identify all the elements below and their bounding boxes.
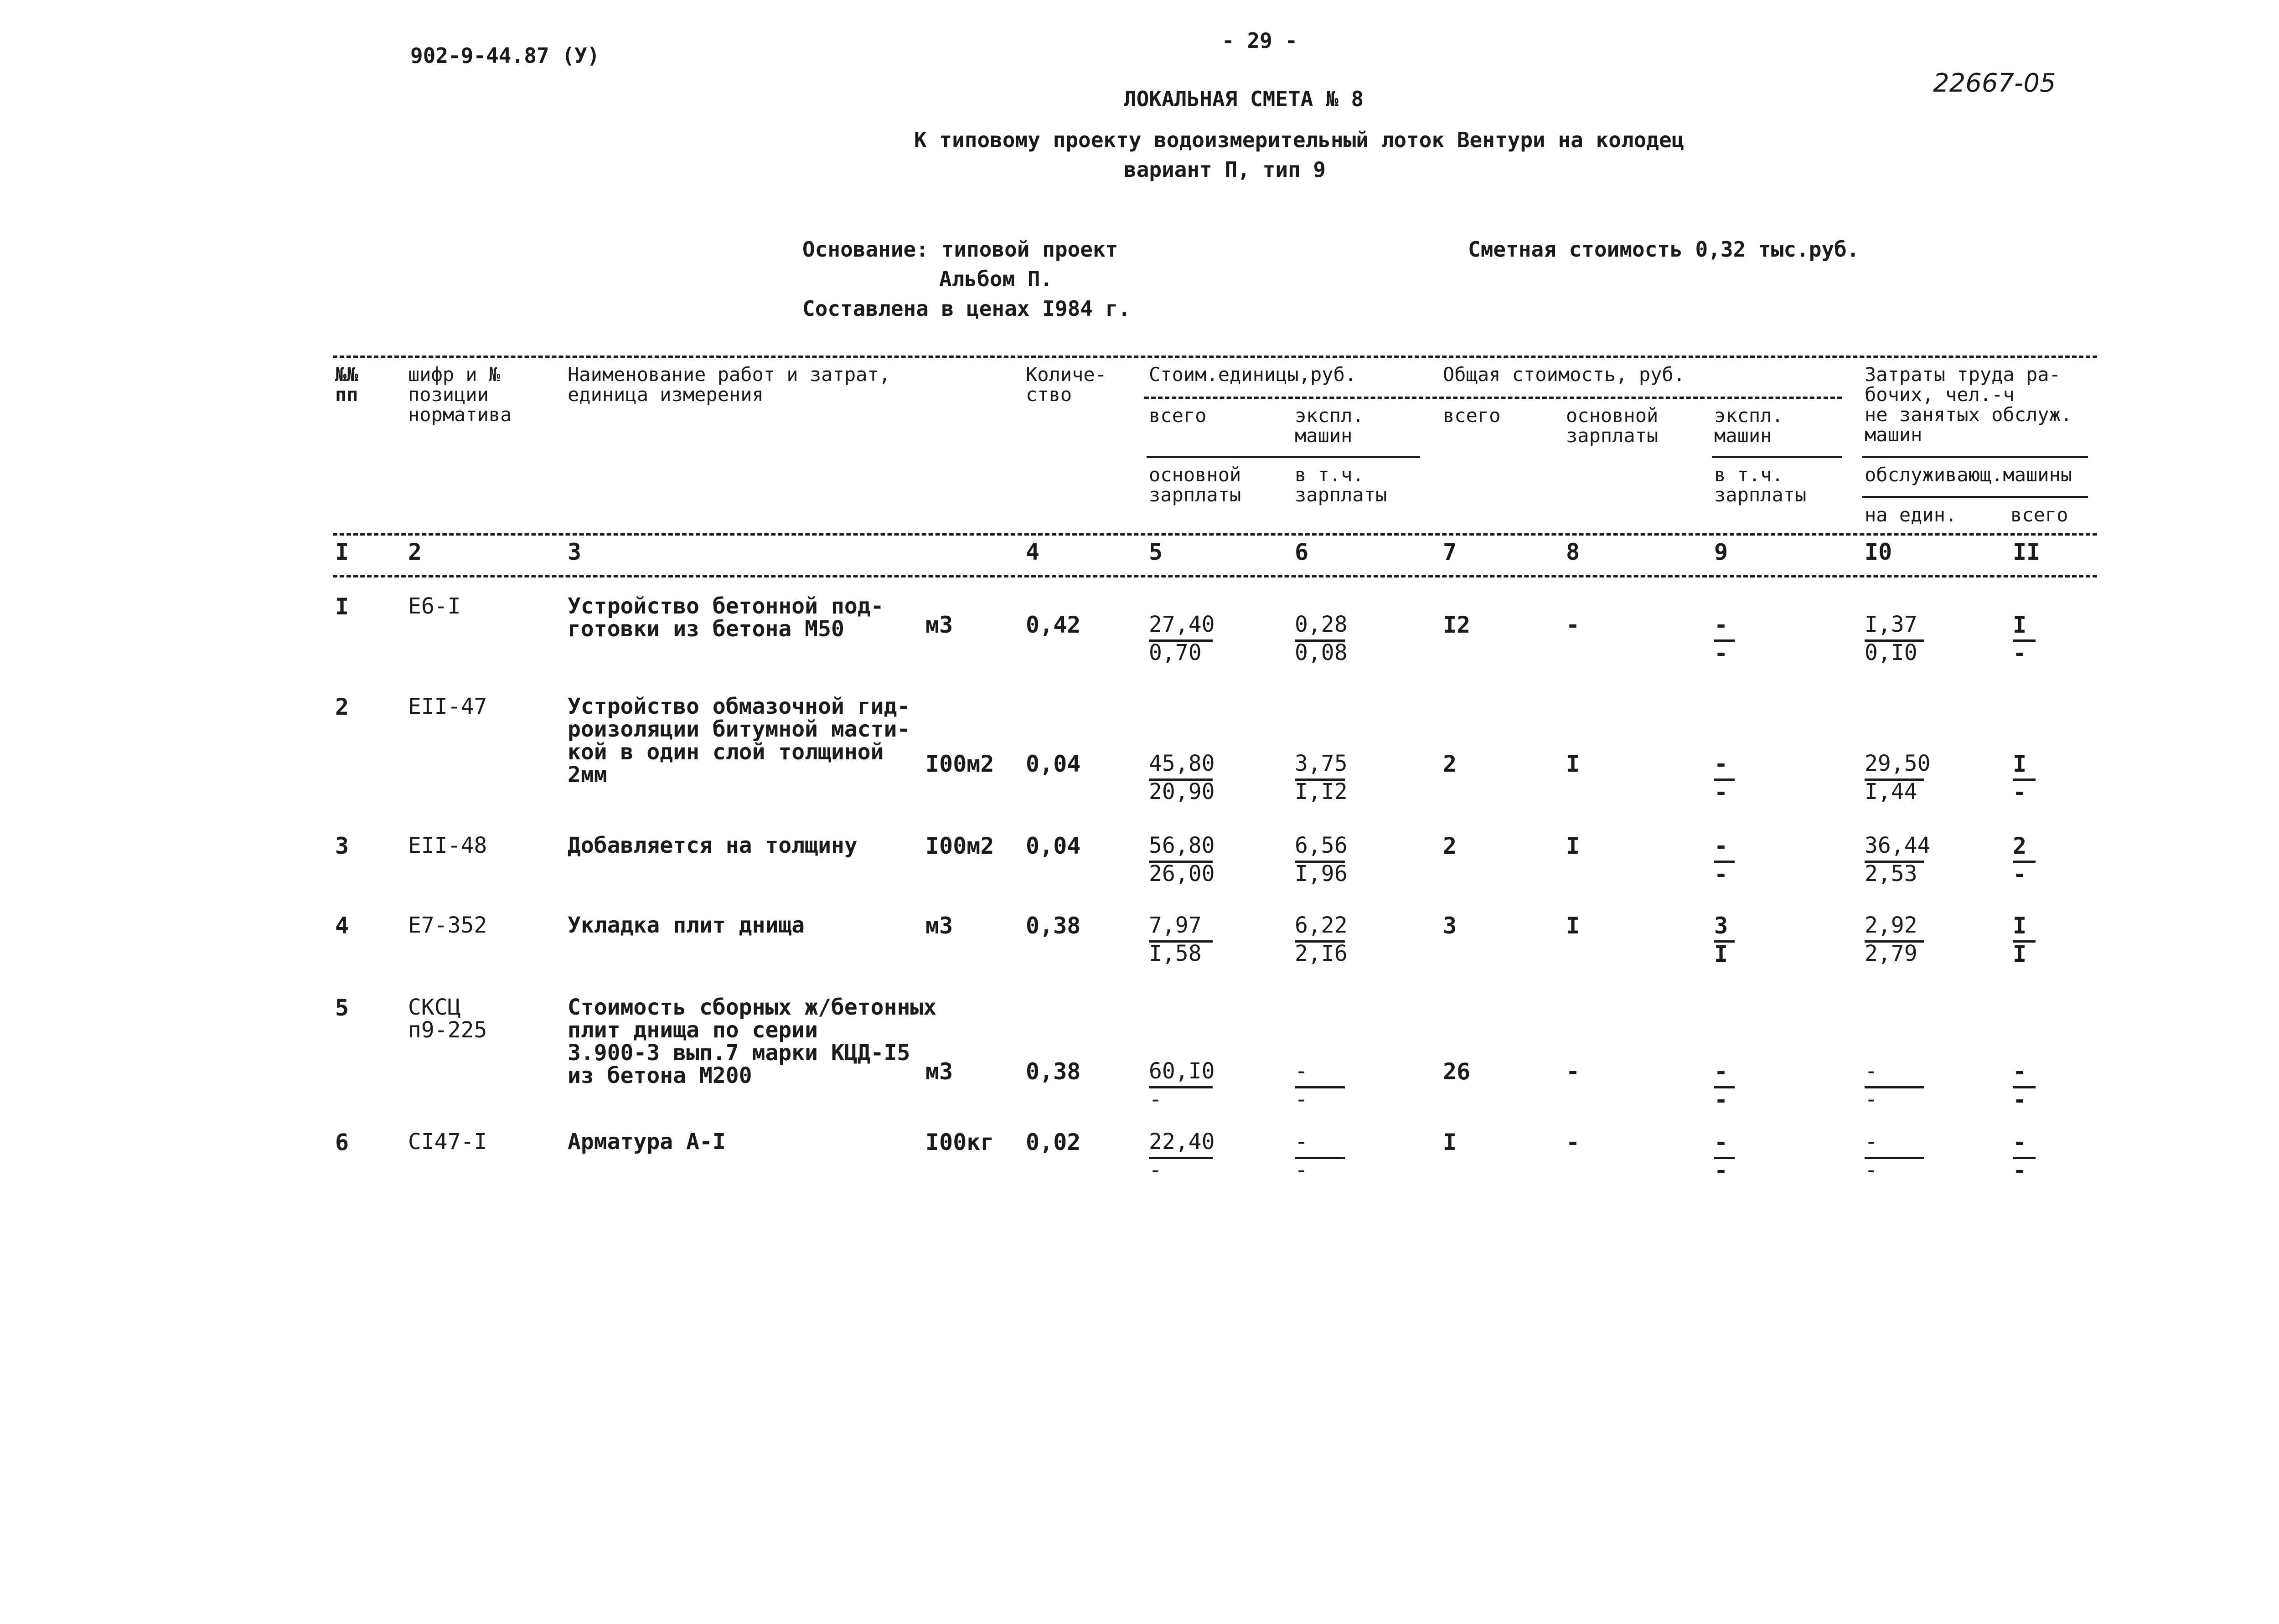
row-quantity: 0,38 <box>1026 1058 1081 1085</box>
row-unit: м3 <box>925 1058 953 1085</box>
row-unit: I00м2 <box>925 833 994 859</box>
row-quantity: 0,38 <box>1026 913 1081 939</box>
row-name: Арматура А-I <box>568 1129 726 1155</box>
row-labor-per-unit: - <box>1865 1058 1878 1084</box>
row-quantity: 0,04 <box>1026 833 1081 859</box>
header-tc-rule <box>1712 456 1842 458</box>
row-quantity: 0,04 <box>1026 751 1081 777</box>
row-number: I <box>335 593 349 620</box>
row-labor-total-service: - <box>2013 779 2027 805</box>
col-number-3: 3 <box>568 539 582 565</box>
row-name: Добавляется на толщину <box>568 833 858 858</box>
header-tc-incl: в т.ч. зарплаты <box>1714 464 1807 506</box>
row-labor-total-service: - <box>2013 640 2027 666</box>
row-unit-cost-wage: 26,00 <box>1149 861 1215 887</box>
header-labor-unit: на един. <box>1865 504 1957 526</box>
col-number-4: 4 <box>1026 539 1040 565</box>
row-total-wage: I <box>1566 913 1580 939</box>
col-number-2: 2 <box>408 539 422 565</box>
row-labor-per-unit: 29,50 <box>1865 751 1931 776</box>
row-unit-cost-machines: 3,75 <box>1295 751 1348 776</box>
header-labor-serv-rule <box>1862 496 2088 498</box>
row-total-machines: - <box>1714 751 1728 777</box>
row-code: Е6-I <box>408 593 461 619</box>
row-labor-per-unit-service: 2,53 <box>1865 861 1917 887</box>
header-uc-total: всего <box>1149 404 1207 427</box>
row-labor-per-unit-service: 2,79 <box>1865 941 1917 966</box>
row-labor-per-unit: - <box>1865 1129 1878 1155</box>
header-labor-rule <box>1862 456 2088 458</box>
row-unit-cost-incl-wage: - <box>1295 1157 1308 1183</box>
row-unit-cost-total: 60,I0 <box>1149 1058 1215 1084</box>
basis-line3: Составлена в ценах I984 г. <box>802 296 1131 321</box>
row-total-incl-wage: I <box>1714 941 1728 967</box>
row-labor-total: I <box>2013 913 2027 939</box>
header-mid-rule <box>333 533 2097 536</box>
row-unit-cost-wage: - <box>1149 1087 1162 1112</box>
row-unit-cost-incl-wage: I,96 <box>1295 861 1348 887</box>
col-number-7: 7 <box>1443 539 1457 565</box>
row-code: Е7-352 <box>408 913 487 938</box>
document-title: ЛОКАЛЬНАЯ СМЕТА № 8 <box>1124 87 1364 111</box>
row-total-machines: - <box>1714 612 1728 638</box>
basis-line1: Основание: типовой проект <box>802 237 1118 262</box>
header-labor-total: всего <box>2010 504 2068 526</box>
row-unit-cost-machines: 6,56 <box>1295 833 1348 858</box>
row-labor-total: I <box>2013 751 2027 777</box>
col-number-9: 9 <box>1714 539 1728 565</box>
row-total-machines: 3 <box>1714 913 1728 939</box>
estimated-cost: Сметная стоимость 0,32 тыс.руб. <box>1468 237 1860 262</box>
row-unit-cost-wage: 20,90 <box>1149 779 1215 804</box>
row-name: Укладка плит днища <box>568 913 805 938</box>
row-unit: I00кг <box>925 1129 994 1155</box>
row-labor-total-service: I <box>2013 941 2027 967</box>
row-unit: I00м2 <box>925 751 994 777</box>
row-unit-cost-total: 45,80 <box>1149 751 1215 776</box>
row-quantity: 0,42 <box>1026 612 1081 638</box>
row-unit-cost-total: 27,40 <box>1149 612 1215 637</box>
col-number-11: II <box>2013 539 2041 565</box>
row-quantity: 0,02 <box>1026 1129 1081 1155</box>
row-total-cost: 2 <box>1443 833 1457 859</box>
row-total-machines: - <box>1714 1129 1728 1155</box>
row-labor-per-unit-service: I,44 <box>1865 779 1917 804</box>
page-number: - 29 - <box>1222 28 1298 53</box>
basis-line2: Альбом П. <box>939 267 1053 291</box>
header-bottom-rule <box>333 575 2097 577</box>
row-unit: м3 <box>925 612 953 638</box>
header-top-rule <box>333 356 2097 358</box>
row-labor-per-unit: I,37 <box>1865 612 1917 637</box>
row-unit-cost-machines: - <box>1295 1058 1308 1084</box>
row-code: СКСЦ п9-225 <box>408 995 487 1043</box>
row-labor-per-unit-service: - <box>1865 1087 1878 1112</box>
row-unit-cost-incl-wage: 0,08 <box>1295 640 1348 665</box>
row-unit-cost-total: 22,40 <box>1149 1129 1215 1155</box>
row-total-cost: 26 <box>1443 1058 1471 1085</box>
row-labor-total: 2 <box>2013 833 2027 859</box>
header-tc-wage: основной зарплаты <box>1566 404 1659 447</box>
row-total-incl-wage: - <box>1714 861 1728 887</box>
row-labor-total: I <box>2013 612 2027 638</box>
row-number: 3 <box>335 833 349 859</box>
row-unit-cost-incl-wage: I,I2 <box>1295 779 1348 804</box>
row-total-incl-wage: - <box>1714 640 1728 666</box>
header-labor-serv: обслуживающ.машины <box>1865 464 2072 486</box>
row-total-cost: I2 <box>1443 612 1471 638</box>
row-total-wage: I <box>1566 751 1580 777</box>
col-number-1: I <box>335 539 349 565</box>
row-labor-per-unit: 36,44 <box>1865 833 1931 858</box>
header-tc-mach: экспл. машин <box>1714 404 1783 447</box>
header-uc-wage: основной зарплаты <box>1149 464 1241 506</box>
row-unit-cost-machines: - <box>1295 1129 1308 1155</box>
document-code: 902-9-44.87 (У) <box>410 43 600 68</box>
row-total-wage: - <box>1566 1058 1580 1085</box>
row-unit-cost-wage: - <box>1149 1157 1162 1183</box>
row-unit-cost-machines: 6,22 <box>1295 913 1348 938</box>
row-name: Стоимость сборных ж/бетонных плит днища по серии 3.900-3 вып.7 марки КЦД-I5 из бетона М200 <box>568 995 937 1088</box>
header-col3: Наименование работ и затрат, единица измерения <box>568 363 891 406</box>
row-number: 5 <box>335 995 349 1021</box>
row-total-cost: I <box>1443 1129 1457 1155</box>
row-total-incl-wage: - <box>1714 1157 1728 1184</box>
header-uc-incl: в т.ч. зарплаты <box>1295 464 1387 506</box>
row-total-wage: - <box>1566 1129 1580 1155</box>
row-name: Устройство обмазочной гид- роизоляции битумной масти- кой в один слой толщиной 2мм <box>568 694 910 788</box>
row-labor-total: - <box>2013 1129 2027 1155</box>
row-total-machines: - <box>1714 833 1728 859</box>
row-total-cost: 2 <box>1443 751 1457 777</box>
document-subtitle-line2: вариант П, тип 9 <box>1124 157 1326 182</box>
header-uc-mach: экспл. машин <box>1295 404 1364 447</box>
row-unit-cost-machines: 0,28 <box>1295 612 1348 637</box>
row-labor-per-unit-service: - <box>1865 1157 1878 1183</box>
header-tc-total: всего <box>1443 404 1501 427</box>
row-total-wage: I <box>1566 833 1580 859</box>
row-labor-per-unit-service: 0,I0 <box>1865 640 1917 665</box>
row-total-machines: - <box>1714 1058 1728 1085</box>
row-total-wage: - <box>1566 612 1580 638</box>
document-subtitle-line1: К типовому проекту водоизмерительный лоток Вентури на колодец <box>914 128 1685 152</box>
row-unit: м3 <box>925 913 953 939</box>
header-uc-rule <box>1147 456 1420 458</box>
row-unit-cost-total: 7,97 <box>1149 913 1202 938</box>
header-col4: Количе- ство <box>1026 363 1107 406</box>
row-code: ЕII-47 <box>408 694 487 719</box>
row-code: ЕII-48 <box>408 833 487 858</box>
row-code: СI47-I <box>408 1129 487 1155</box>
row-unit-cost-wage: 0,70 <box>1149 640 1202 665</box>
col-number-6: 6 <box>1295 539 1309 565</box>
row-labor-total-service: - <box>2013 1087 2027 1113</box>
row-total-incl-wage: - <box>1714 779 1728 805</box>
row-unit-cost-wage: I,58 <box>1149 941 1202 966</box>
row-labor-total-service: - <box>2013 1157 2027 1184</box>
row-number: 6 <box>335 1129 349 1155</box>
row-number: 4 <box>335 913 349 939</box>
header-sub-rule <box>1144 397 1842 399</box>
row-labor-total-service: - <box>2013 861 2027 887</box>
header-labor: Затраты труда ра- бочих, чел.-ч не занятых обслуж. машин <box>1865 363 2072 446</box>
handwritten-number: 22667-05 <box>1933 68 2056 98</box>
col-number-5: 5 <box>1149 539 1163 565</box>
header-col1: №№ пп <box>335 363 358 406</box>
row-unit-cost-incl-wage: - <box>1295 1087 1308 1112</box>
row-total-incl-wage: - <box>1714 1087 1728 1113</box>
row-number: 2 <box>335 694 349 720</box>
header-unit-cost: Стоим.единицы,руб. <box>1149 363 1357 386</box>
row-labor-per-unit: 2,92 <box>1865 913 1917 938</box>
header-total-cost: Общая стоимость, руб. <box>1443 363 1685 386</box>
row-labor-total: - <box>2013 1058 2027 1085</box>
row-name: Устройство бетонной под- готовки из бетона М50 <box>568 593 884 642</box>
header-col2: шифр и № позиции норматива <box>408 363 512 426</box>
col-number-10: I0 <box>1865 539 1892 565</box>
row-total-cost: 3 <box>1443 913 1457 939</box>
row-unit-cost-incl-wage: 2,I6 <box>1295 941 1348 966</box>
col-number-8: 8 <box>1566 539 1580 565</box>
row-unit-cost-total: 56,80 <box>1149 833 1215 858</box>
